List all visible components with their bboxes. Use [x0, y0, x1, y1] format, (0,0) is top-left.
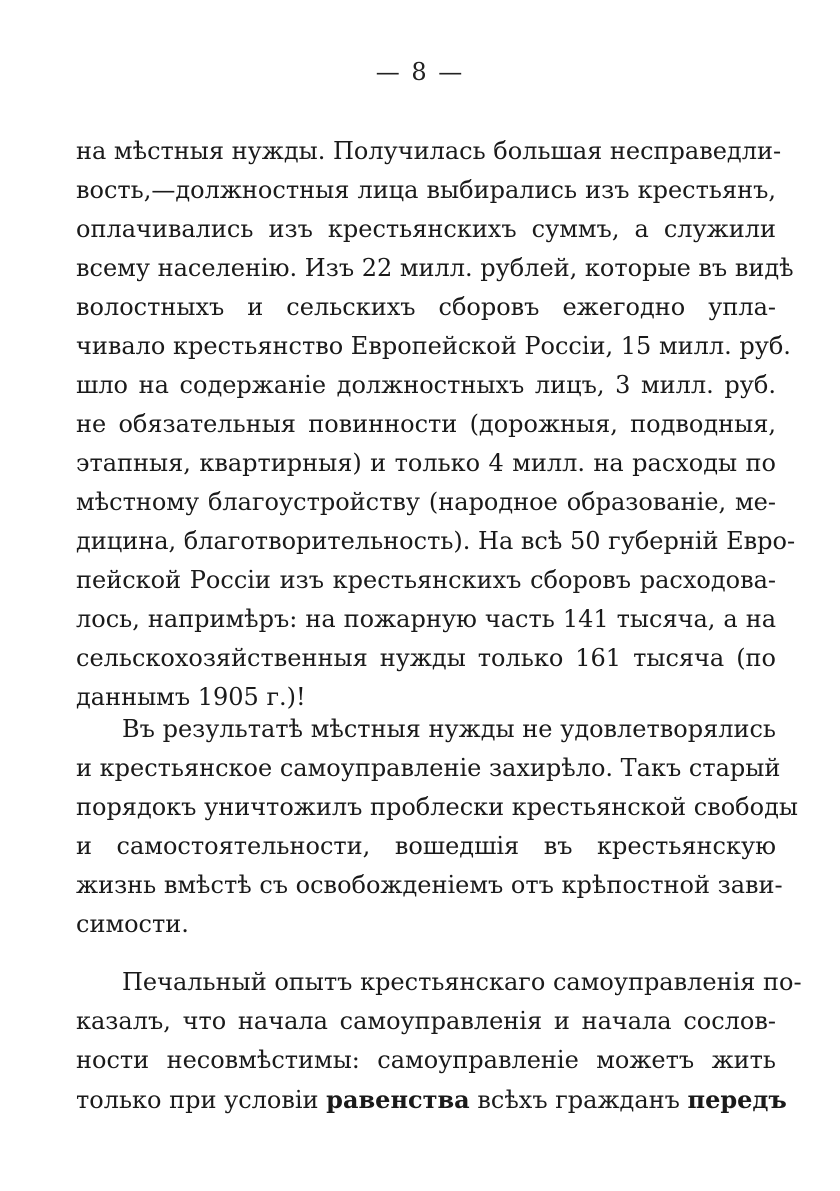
- emphasis-equality: равенства: [326, 1085, 470, 1114]
- paragraph-3: [76, 963, 802, 1119]
- text-line: Въ результатѣ мѣстныя нужды не удовлетворялись: [122, 715, 776, 743]
- text-line: ности несовмѣстимы: самоуправленіе можетъ жить: [76, 1046, 776, 1074]
- text-line: Печальный опытъ крестьянскаго самоуправленія по-: [122, 968, 802, 996]
- text-line: мѣстному благоустройству (народное образованіе, ме-: [76, 488, 776, 516]
- text-line: вость,—должностныя лица выбирались изъ крестьянъ,: [76, 176, 776, 204]
- text-fragment: только при условіи: [76, 1086, 327, 1114]
- text-line: на мѣстныя нужды. Получилась большая несправедли-: [76, 137, 782, 165]
- text-line: оплачивались изъ крестьянскихъ суммъ, а служили: [76, 215, 776, 243]
- text-line: и самостоятельности, вошедшія въ крестьянскую: [76, 832, 776, 860]
- text-line: не обязательныя повинности (дорожныя, подводныя,: [76, 410, 776, 438]
- text-line: волостныхъ и сельскихъ сборовъ ежегодно упла-: [76, 293, 776, 321]
- text-line: пейской Россіи изъ крестьянскихъ сборовъ расходова-: [76, 566, 776, 594]
- text-fragment: всѣхъ гражданъ: [469, 1086, 688, 1114]
- text-line: симости.: [76, 910, 189, 938]
- text-line: казалъ, что начала самоуправленія и начала сослов-: [76, 1007, 776, 1035]
- paragraph-1: [76, 132, 796, 717]
- text-line: лось, напримѣръ: на пожарную часть 141 тысяча, а на: [76, 605, 776, 633]
- text-line: чивало крестьянство Европейской Россіи, 15 милл. руб.: [76, 332, 791, 360]
- text-line: порядокъ уничтожилъ проблески крестьянской свободы: [76, 793, 798, 821]
- text-line: и крестьянское самоуправленіе захирѣло. Такъ старый: [76, 754, 781, 782]
- page-number: — 8 —: [375, 58, 465, 86]
- text-line-with-emphasis: [76, 1080, 787, 1119]
- text-line: этапныя, квартирныя) и только 4 милл. на расходы по: [76, 449, 776, 477]
- emphasis-before: передъ: [687, 1085, 787, 1114]
- text-line: шло на содержаніе должностныхъ лицъ, 3 милл. руб.: [76, 371, 776, 399]
- text-line: сельскохозяйственныя нужды только 161 тысяча (по: [76, 644, 776, 672]
- text-line: всему населенію. Изъ 22 милл. рублей, которые въ видѣ: [76, 254, 794, 282]
- paragraph-2: [76, 710, 798, 944]
- text-line: даннымъ 1905 г.)!: [76, 683, 306, 711]
- text-line: жизнь вмѣстѣ съ освобожденіемъ отъ крѣпостной зави-: [76, 871, 783, 899]
- text-line: дицина, благотворительность). На всѣ 50 губерній Евро-: [76, 527, 796, 555]
